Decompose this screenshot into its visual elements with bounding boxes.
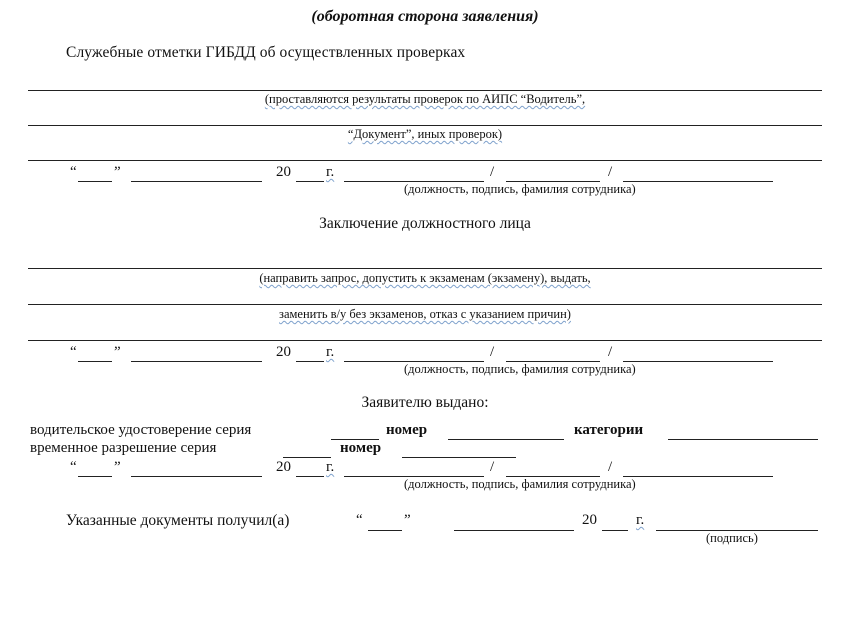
slash-2: / bbox=[608, 459, 613, 475]
slash-2: / bbox=[608, 344, 613, 360]
license-number-label: номер bbox=[386, 422, 428, 438]
signature-caption: (должность, подпись, фамилия сотрудника) bbox=[404, 477, 636, 491]
year-prefix: 20 bbox=[276, 164, 291, 180]
category-label: категории bbox=[574, 422, 644, 438]
surname-field[interactable] bbox=[623, 181, 773, 182]
license-number-field[interactable] bbox=[448, 439, 564, 440]
checks-result-line-2[interactable] bbox=[28, 125, 822, 126]
received-month-field[interactable] bbox=[454, 530, 574, 531]
date-day-field[interactable] bbox=[78, 361, 112, 362]
date-close-quote: ” bbox=[114, 344, 121, 360]
received-open-quote: “ bbox=[356, 512, 363, 528]
surname-field[interactable] bbox=[623, 476, 773, 477]
slash-1: / bbox=[490, 164, 495, 180]
checks-result-line-1[interactable] bbox=[28, 90, 822, 91]
signature-caption: (должность, подпись, фамилия сотрудника) bbox=[404, 362, 636, 376]
permit-number-label: номер bbox=[340, 440, 382, 456]
year-field[interactable] bbox=[296, 476, 324, 477]
year-prefix: 20 bbox=[276, 344, 291, 360]
received-year-suffix: г. bbox=[636, 512, 645, 528]
received-label: Указанные документы получил(а) bbox=[66, 512, 290, 529]
permit-series-field[interactable] bbox=[283, 457, 331, 458]
date-month-field[interactable] bbox=[131, 361, 262, 362]
date-close-quote: ” bbox=[114, 164, 121, 180]
checks-result-line-3[interactable] bbox=[28, 160, 822, 161]
license-series-label: водительское удостоверение серия bbox=[30, 422, 252, 438]
conclusion-title: Заключение должностного лица bbox=[319, 215, 531, 232]
date-open-quote: “ bbox=[70, 164, 77, 180]
received-year-field[interactable] bbox=[602, 530, 628, 531]
year-field[interactable] bbox=[296, 181, 324, 182]
form-heading: (оборотная сторона заявления) bbox=[311, 8, 539, 25]
slash-1: / bbox=[490, 344, 495, 360]
date-close-quote: ” bbox=[114, 459, 121, 475]
received-year-prefix: 20 bbox=[582, 512, 597, 528]
date-day-field[interactable] bbox=[78, 476, 112, 477]
slash-1: / bbox=[490, 459, 495, 475]
permit-number-field[interactable] bbox=[402, 457, 516, 458]
category-field[interactable] bbox=[668, 439, 818, 440]
date-open-quote: “ bbox=[70, 459, 77, 475]
issued-title: Заявителю выдано: bbox=[361, 394, 489, 411]
received-close-quote: ” bbox=[404, 512, 411, 528]
permit-series-label: временное разрешение серия bbox=[30, 440, 217, 456]
surname-field[interactable] bbox=[623, 361, 773, 362]
conclusion-note-1: (направить запрос, допустить к экзаменам (экзамену), выдать, bbox=[259, 271, 591, 285]
year-prefix: 20 bbox=[276, 459, 291, 475]
conclusion-line-3[interactable] bbox=[28, 340, 822, 341]
date-open-quote: “ bbox=[70, 344, 77, 360]
slash-2: / bbox=[608, 164, 613, 180]
year-suffix: г. bbox=[326, 459, 335, 475]
signature-caption: (должность, подпись, фамилия сотрудника) bbox=[404, 182, 636, 196]
received-day-field[interactable] bbox=[368, 530, 402, 531]
date-month-field[interactable] bbox=[131, 476, 262, 477]
year-field[interactable] bbox=[296, 361, 324, 362]
year-suffix: г. bbox=[326, 344, 335, 360]
received-caption: (подпись) bbox=[706, 531, 758, 545]
date-month-field[interactable] bbox=[131, 181, 262, 182]
conclusion-note-2: заменить в/у без экзаменов, отказ с указанием причин) bbox=[279, 307, 571, 321]
checks-note-2: “Документ”, иных проверок) bbox=[347, 127, 503, 141]
conclusion-line-2[interactable] bbox=[28, 304, 822, 305]
date-day-field[interactable] bbox=[78, 181, 112, 182]
checks-title: Служебные отметки ГИБДД об осуществленных проверках bbox=[66, 44, 466, 61]
year-suffix: г. bbox=[326, 164, 335, 180]
conclusion-line-1[interactable] bbox=[28, 268, 822, 269]
checks-note-1: (проставляются результаты проверок по АИПС “Водитель”, bbox=[264, 92, 586, 106]
